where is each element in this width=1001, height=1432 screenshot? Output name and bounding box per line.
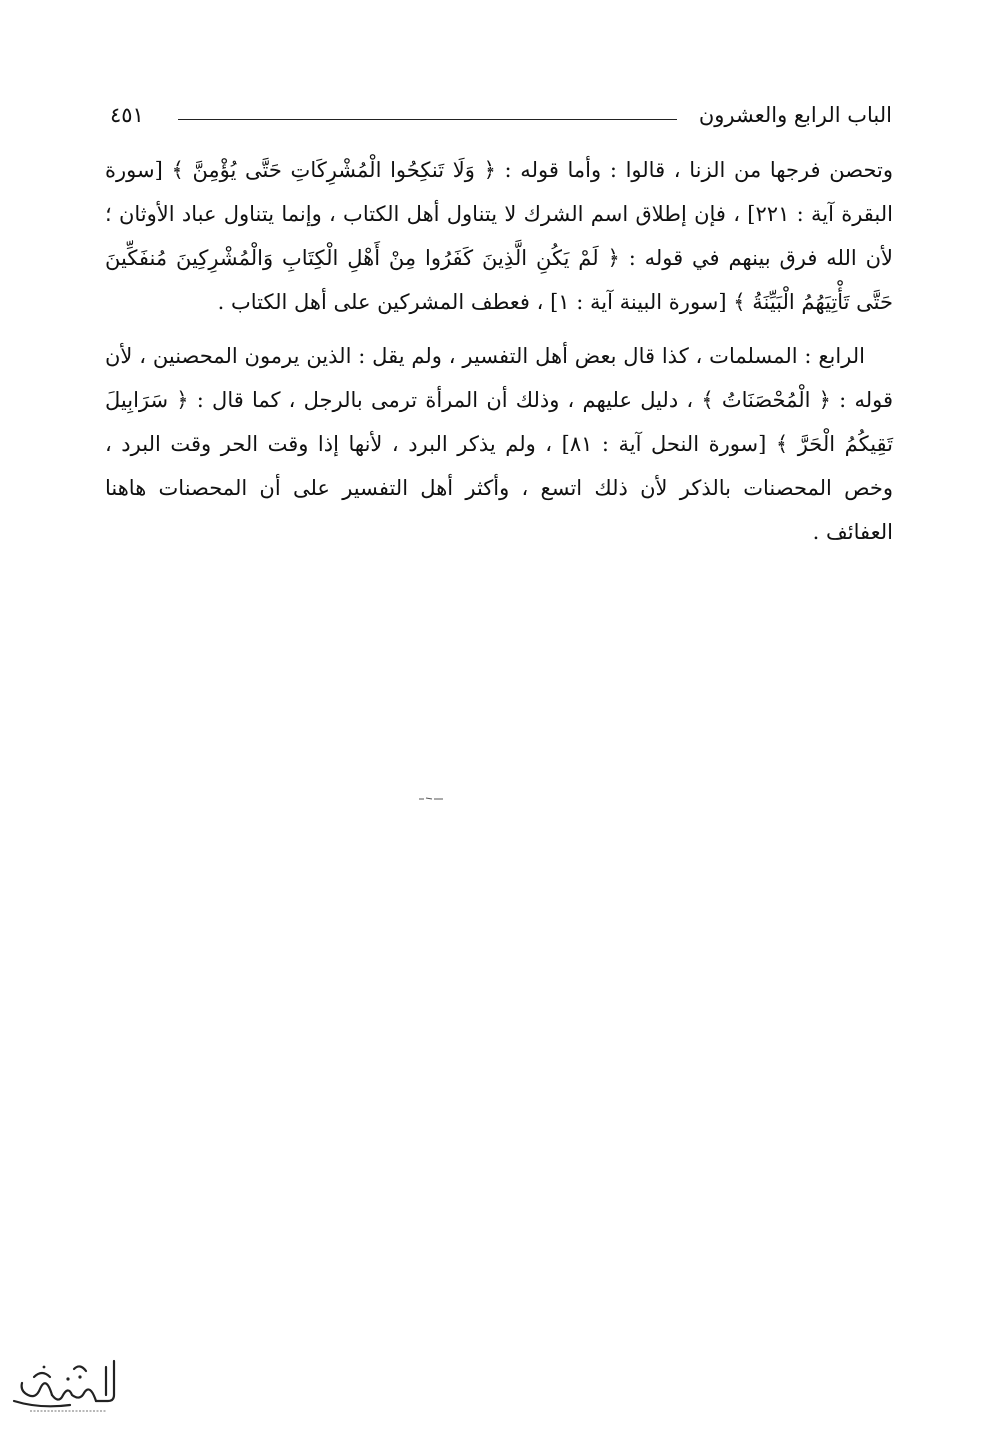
running-header	[110, 100, 892, 140]
chapter-title: الباب الرابع والعشرون	[698, 103, 892, 127]
paragraph-1: وتحصن فرجها من الزنا ، قالوا : وأما قوله : ﴿ وَلَا تَنكِحُوا الْمُشْرِكَاتِ حَتَّى يُؤْمِنَّ ﴾ [سورة البقرة آية : ٢٢١] ، فإن إطلاق اسم الشرك لا يتناول أهل الكتاب ، وإنما يتناول عباد الأوثان ؛ لأن الله فرق بينهم في قوله : ﴿ لَمْ يَكُنِ الَّذِينَ كَفَرُوا مِنْ أَهْلِ الْكِتَابِ وَالْمُشْرِكِينَ مُنفَكِّينَ حَتَّى تَأْتِيَهُمُ الْبَيِّنَةُ ﴾ [سورة البينة آية : ١] ، فعطف المشركين على أهل الكتاب .	[105, 158, 894, 314]
body-text	[105, 148, 893, 554]
publisher-logo	[10, 1355, 126, 1417]
scan-smudge	[418, 797, 444, 801]
page-number: ٤٥١	[110, 103, 144, 127]
paragraph-2: الرابع : المسلمات ، كذا قال بعض أهل التفسير ، ولم يقل : الذين يرمون المحصنين ، لأن قوله : ﴿ الْمُحْصَنَاتُ ﴾ ، دليل عليهم ، وذلك أن المرأة ترمى بالرجل ، كما قال : ﴿ سَرَابِيلَ تَقِيكُمُ الْحَرَّ ﴾ [سورة النحل آية : ٨١] ، ولم يذكر البرد ، لأنها إذا وقت الحر وقت البرد ، وخص المحصنات بالذكر لأن ذلك اتسع ، وأكثر أهل التفسير على أن المحصنات هاهنا العفائف .	[105, 344, 894, 544]
header-rule	[178, 119, 677, 120]
